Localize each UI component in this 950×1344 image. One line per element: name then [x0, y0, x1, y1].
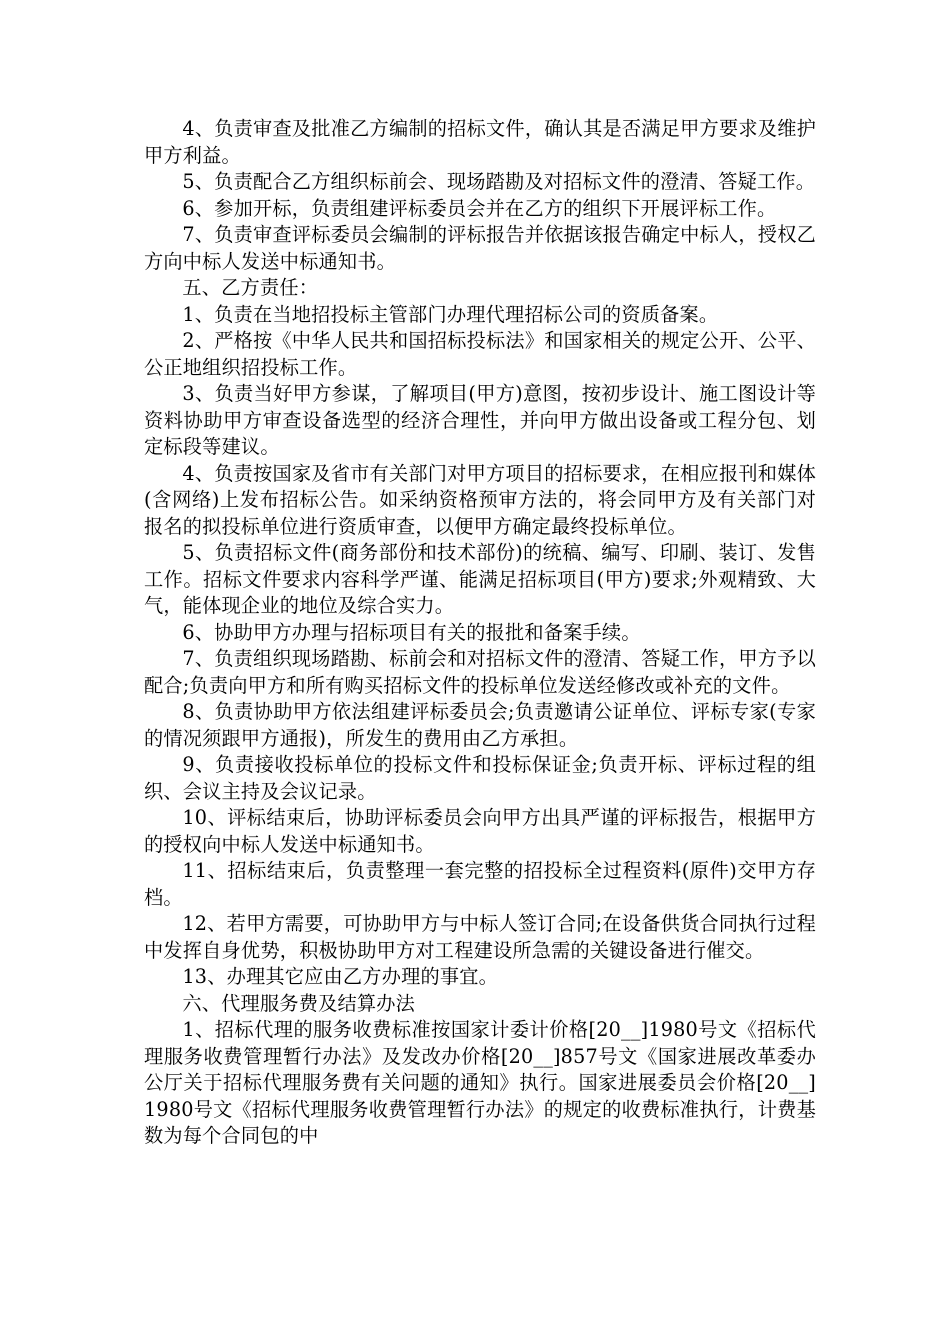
paragraph: 5、负责配合乙方组织标前会、现场踏勘及对招标文件的澄清、答疑工作。	[182, 170, 816, 193]
section-heading: 五、乙方责任：	[182, 276, 319, 299]
paragraph: 12、若甲方需要，可协助甲方与中标人签订合同;在设备供货合同执行过程中发挥自身优势，积极协助甲方对工程建设所急需的关键设备进行催交。	[144, 912, 816, 962]
document-body	[144, 116, 816, 1150]
paragraph: 7、负责审查评标委员会编制的评标报告并依据该报告确定中标人，授权乙方向中标人发送中标通知书。	[144, 223, 816, 273]
paragraph: 10、评标结束后，协助评标委员会向甲方出具严谨的评标报告，根据甲方的授权向中标人发送中标通知书。	[144, 806, 816, 856]
paragraph: 7、负责组织现场踏勘、标前会和对招标文件的澄清、答疑工作，甲方予以配合;负责向甲方和所有购买招标文件的投标单位发送经修改或补充的文件。	[144, 647, 816, 697]
paragraph: 4、负责按国家及省市有关部门对甲方项目的招标要求，在相应报刊和媒体(含网络)上发布招标公告。如采纳资格预审方法的，将会同甲方及有关部门对报名的拟投标单位进行资质审查，以便甲方确定最终投标单位。	[144, 461, 816, 538]
paragraph: 5、负责招标文件(商务部份和技术部份)的统稿、编写、印刷、装订、发售工作。招标文件要求内容科学严谨、能满足招标项目(甲方)要求;外观精致、大气，能体现企业的地位及综合实力。	[144, 541, 816, 617]
paragraph: 13、办理其它应由乙方办理的事宜。	[182, 965, 499, 988]
paragraph: 6、协助甲方办理与招标项目有关的报批和备案手续。	[182, 620, 641, 644]
paragraph: 4、负责审查及批准乙方编制的招标文件，确认其是否满足甲方要求及维护甲方利益。	[144, 117, 816, 167]
paragraph: 1、招标代理的服务收费标准按国家计委计价格[20__]1980号文《招标代理服务收费管理暂行办法》及发改办价格[20__]857号文《国家进展改革委办公厅关于招标代理服务费有关问题的通知》执行。国家进展委员会价格[20__]1980号文《招标代理服务收费管理暂行办法》的规定的收费标准执行，计费基数为每个合同包的中	[144, 1018, 816, 1147]
paragraph: 11、招标结束后，负责整理一套完整的招投标全过程资料(原件)交甲方存档。	[144, 859, 816, 909]
paragraph: 8、负责协助甲方依法组建评标委员会;负责邀请公证单位、评标专家(专家的情况须跟甲方通报)，所发生的费用由乙方承担。	[144, 700, 816, 750]
paragraph: 1、负责在当地招投标主管部门办理代理招标公司的资质备案。	[182, 302, 719, 326]
paragraph: 9、负责接收投标单位的投标文件和投标保证金;负责开标、评标过程的组织、会议主持及会议记录。	[144, 753, 816, 803]
paragraph: 2、严格按《中华人民共和国招标投标法》和国家相关的规定公开、公平、公正地组织招投标工作。	[144, 329, 816, 379]
paragraph: 3、负责当好甲方参谋，了解项目(甲方)意图，按初步设计、施工图设计等资料协助甲方审查设备选型的经济合理性，并向甲方做出设备或工程分包、划定标段等建议。	[144, 382, 816, 458]
section-heading: 六、代理服务费及结算办法	[182, 991, 416, 1015]
paragraph: 6、参加开标，负责组建评标委员会并在乙方的组织下开展评标工作。	[182, 196, 777, 220]
